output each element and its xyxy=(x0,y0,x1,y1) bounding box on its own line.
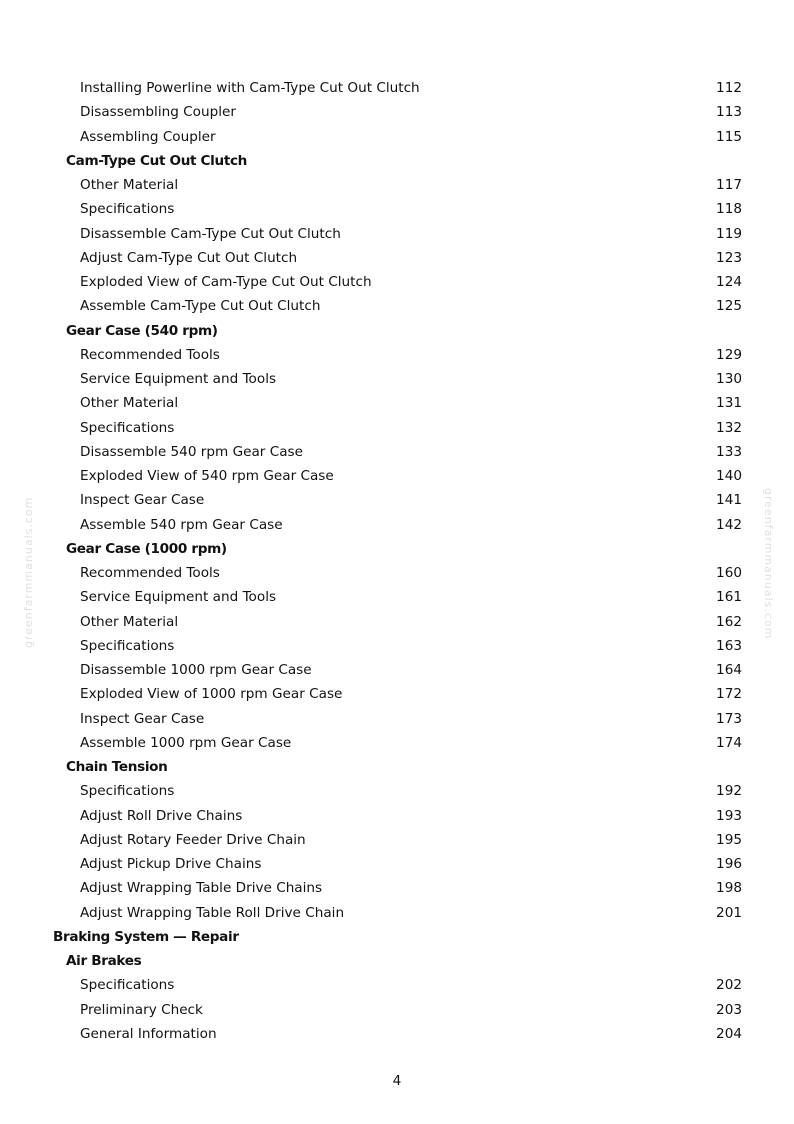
toc-entry-title: Recommended Tools xyxy=(80,346,220,363)
toc-entry xyxy=(0,1022,794,1046)
toc-entry-page: 141 xyxy=(716,492,742,509)
toc-entry-page: 163 xyxy=(716,637,742,654)
toc-entry-page: 115 xyxy=(716,128,742,145)
toc-entry xyxy=(0,804,794,828)
toc-entry-title: Exploded View of Cam-Type Cut Out Clutch xyxy=(80,274,372,290)
toc-entry xyxy=(0,973,794,997)
toc-entry-page: 196 xyxy=(716,856,742,872)
toc-entry-title: Service Equipment and Tools xyxy=(80,371,277,387)
toc-section-heading xyxy=(0,925,794,949)
toc-entry xyxy=(0,125,794,149)
toc-entry-page: 123 xyxy=(716,249,742,266)
toc-entry-page: 164 xyxy=(716,662,742,678)
toc-entry xyxy=(0,634,794,658)
toc-entry xyxy=(0,707,794,731)
toc-entry-title: General Information xyxy=(80,1025,217,1042)
toc-entry-page: 113 xyxy=(716,104,742,121)
toc-entry-title: Assemble 1000 rpm Gear Case xyxy=(80,734,292,751)
toc-entry-page: 201 xyxy=(716,904,742,921)
toc-entry xyxy=(0,682,794,706)
toc-entry xyxy=(0,246,794,270)
toc-entry-title: Inspect Gear Case xyxy=(80,710,205,727)
toc-entry xyxy=(0,998,794,1022)
toc-entry-page: 198 xyxy=(716,880,742,897)
toc-entry-page: 125 xyxy=(716,298,742,315)
toc-entry-page: 202 xyxy=(716,977,742,994)
toc-entry xyxy=(0,488,794,512)
toc-entry-title: Other Material xyxy=(80,613,179,630)
toc-entry xyxy=(0,416,794,440)
toc-entry-title: Disassemble 540 rpm Gear Case xyxy=(80,443,303,460)
toc-entry-title: Disassembling Coupler xyxy=(80,104,236,121)
toc-entry-page: 162 xyxy=(716,613,742,630)
toc-entry-title: Specifications xyxy=(80,977,175,994)
toc-entry-page: 193 xyxy=(716,807,742,824)
toc-entry-page: 119 xyxy=(716,225,742,242)
toc-entry-title: Adjust Wrapping Table Drive Chains xyxy=(80,880,323,897)
toc-entry-page: 192 xyxy=(716,783,742,800)
table-of-contents xyxy=(0,76,794,1046)
toc-entry xyxy=(0,270,794,294)
toc-entry-page: 140 xyxy=(716,468,742,484)
watermark-right: greenfarmmanuals.com xyxy=(762,488,775,640)
toc-entry xyxy=(0,561,794,585)
toc-entry xyxy=(0,876,794,900)
toc-entry-title: Specifications xyxy=(80,201,175,218)
toc-entry xyxy=(0,100,794,124)
toc-entry-page: 130 xyxy=(716,371,742,387)
toc-entry-page: 118 xyxy=(716,201,742,218)
toc-entry-title: Exploded View of 1000 rpm Gear Case xyxy=(80,686,343,703)
toc-entry-title: Specifications xyxy=(80,637,175,654)
toc-section-heading xyxy=(0,949,794,973)
toc-entry-title: Assemble 540 rpm Gear Case xyxy=(80,516,283,533)
toc-entry-title: Other Material xyxy=(80,395,179,412)
toc-entry-title: Other Material xyxy=(80,177,179,193)
toc-entry-title: Air Brakes xyxy=(66,953,142,969)
toc-entry-page: 173 xyxy=(716,710,742,727)
toc-entry-page: 204 xyxy=(716,1025,742,1042)
toc-entry-page: 131 xyxy=(716,395,742,412)
toc-entry-page: 117 xyxy=(716,177,742,193)
toc-entry-page: 112 xyxy=(716,80,742,96)
toc-section-heading xyxy=(0,755,794,779)
toc-entry-page: 195 xyxy=(716,831,742,848)
toc-entry-title: Chain Tension xyxy=(66,759,168,775)
toc-entry xyxy=(0,222,794,246)
toc-entry-title: Gear Case (1000 rpm) xyxy=(66,540,227,557)
toc-entry-title: Cam-Type Cut Out Clutch xyxy=(66,152,248,169)
toc-entry-title: Exploded View of 540 rpm Gear Case xyxy=(80,468,334,484)
toc-entry-title: Assemble Cam-Type Cut Out Clutch xyxy=(80,298,321,315)
toc-entry xyxy=(0,294,794,318)
toc-entry-title: Specifications xyxy=(80,419,175,436)
toc-entry-page: 172 xyxy=(716,686,742,703)
toc-entry-title: Disassemble Cam-Type Cut Out Clutch xyxy=(80,225,341,242)
toc-entry-page: 160 xyxy=(716,565,742,581)
toc-entry xyxy=(0,610,794,634)
toc-entry-page: 161 xyxy=(716,589,742,606)
toc-entry-title: Adjust Pickup Drive Chains xyxy=(80,856,262,872)
toc-entry xyxy=(0,367,794,391)
toc-entry-page: 142 xyxy=(716,516,742,533)
toc-entry-title: Adjust Wrapping Table Roll Drive Chain xyxy=(80,904,345,921)
toc-entry-title: Adjust Cam-Type Cut Out Clutch xyxy=(80,249,298,266)
toc-entry xyxy=(0,901,794,925)
toc-entry xyxy=(0,197,794,221)
toc-entry xyxy=(0,343,794,367)
page-number: 4 xyxy=(392,1073,402,1089)
toc-entry xyxy=(0,852,794,876)
toc-section-heading xyxy=(0,319,794,343)
toc-entry-title: Recommended Tools xyxy=(80,565,220,581)
toc-section-heading xyxy=(0,537,794,561)
toc-entry-title: Gear Case (540 rpm) xyxy=(66,322,218,339)
toc-entry-title: Adjust Rotary Feeder Drive Chain xyxy=(80,831,306,848)
toc-entry-title: Adjust Roll Drive Chains xyxy=(80,807,243,824)
toc-entry xyxy=(0,464,794,488)
toc-section-heading xyxy=(0,149,794,173)
toc-entry xyxy=(0,173,794,197)
toc-entry-title: Disassemble 1000 rpm Gear Case xyxy=(80,662,312,678)
toc-entry xyxy=(0,658,794,682)
toc-entry-title: Assembling Coupler xyxy=(80,128,216,145)
toc-entry-title: Service Equipment and Tools xyxy=(80,589,277,606)
toc-entry-title: Braking System — Repair xyxy=(53,928,239,945)
toc-entry-title: Specifications xyxy=(80,783,175,800)
toc-entry xyxy=(0,513,794,537)
toc-entry xyxy=(0,440,794,464)
toc-entry-page: 129 xyxy=(716,346,742,363)
toc-entry-page: 124 xyxy=(716,274,742,290)
watermark-left: greenfarmmanuals.com xyxy=(22,496,35,648)
toc-entry-page: 203 xyxy=(716,1001,742,1018)
toc-entry xyxy=(0,828,794,852)
toc-entry-title: Installing Powerline with Cam-Type Cut Out Clutch xyxy=(80,80,420,96)
toc-entry-page: 174 xyxy=(716,734,742,751)
toc-entry-page: 133 xyxy=(716,443,742,460)
toc-entry xyxy=(0,779,794,803)
toc-entry-title: Inspect Gear Case xyxy=(80,492,205,509)
toc-entry xyxy=(0,391,794,415)
toc-entry xyxy=(0,731,794,755)
toc-entry xyxy=(0,585,794,609)
toc-entry-title: Preliminary Check xyxy=(80,1001,203,1018)
toc-entry-page: 132 xyxy=(716,419,742,436)
toc-entry xyxy=(0,76,794,100)
